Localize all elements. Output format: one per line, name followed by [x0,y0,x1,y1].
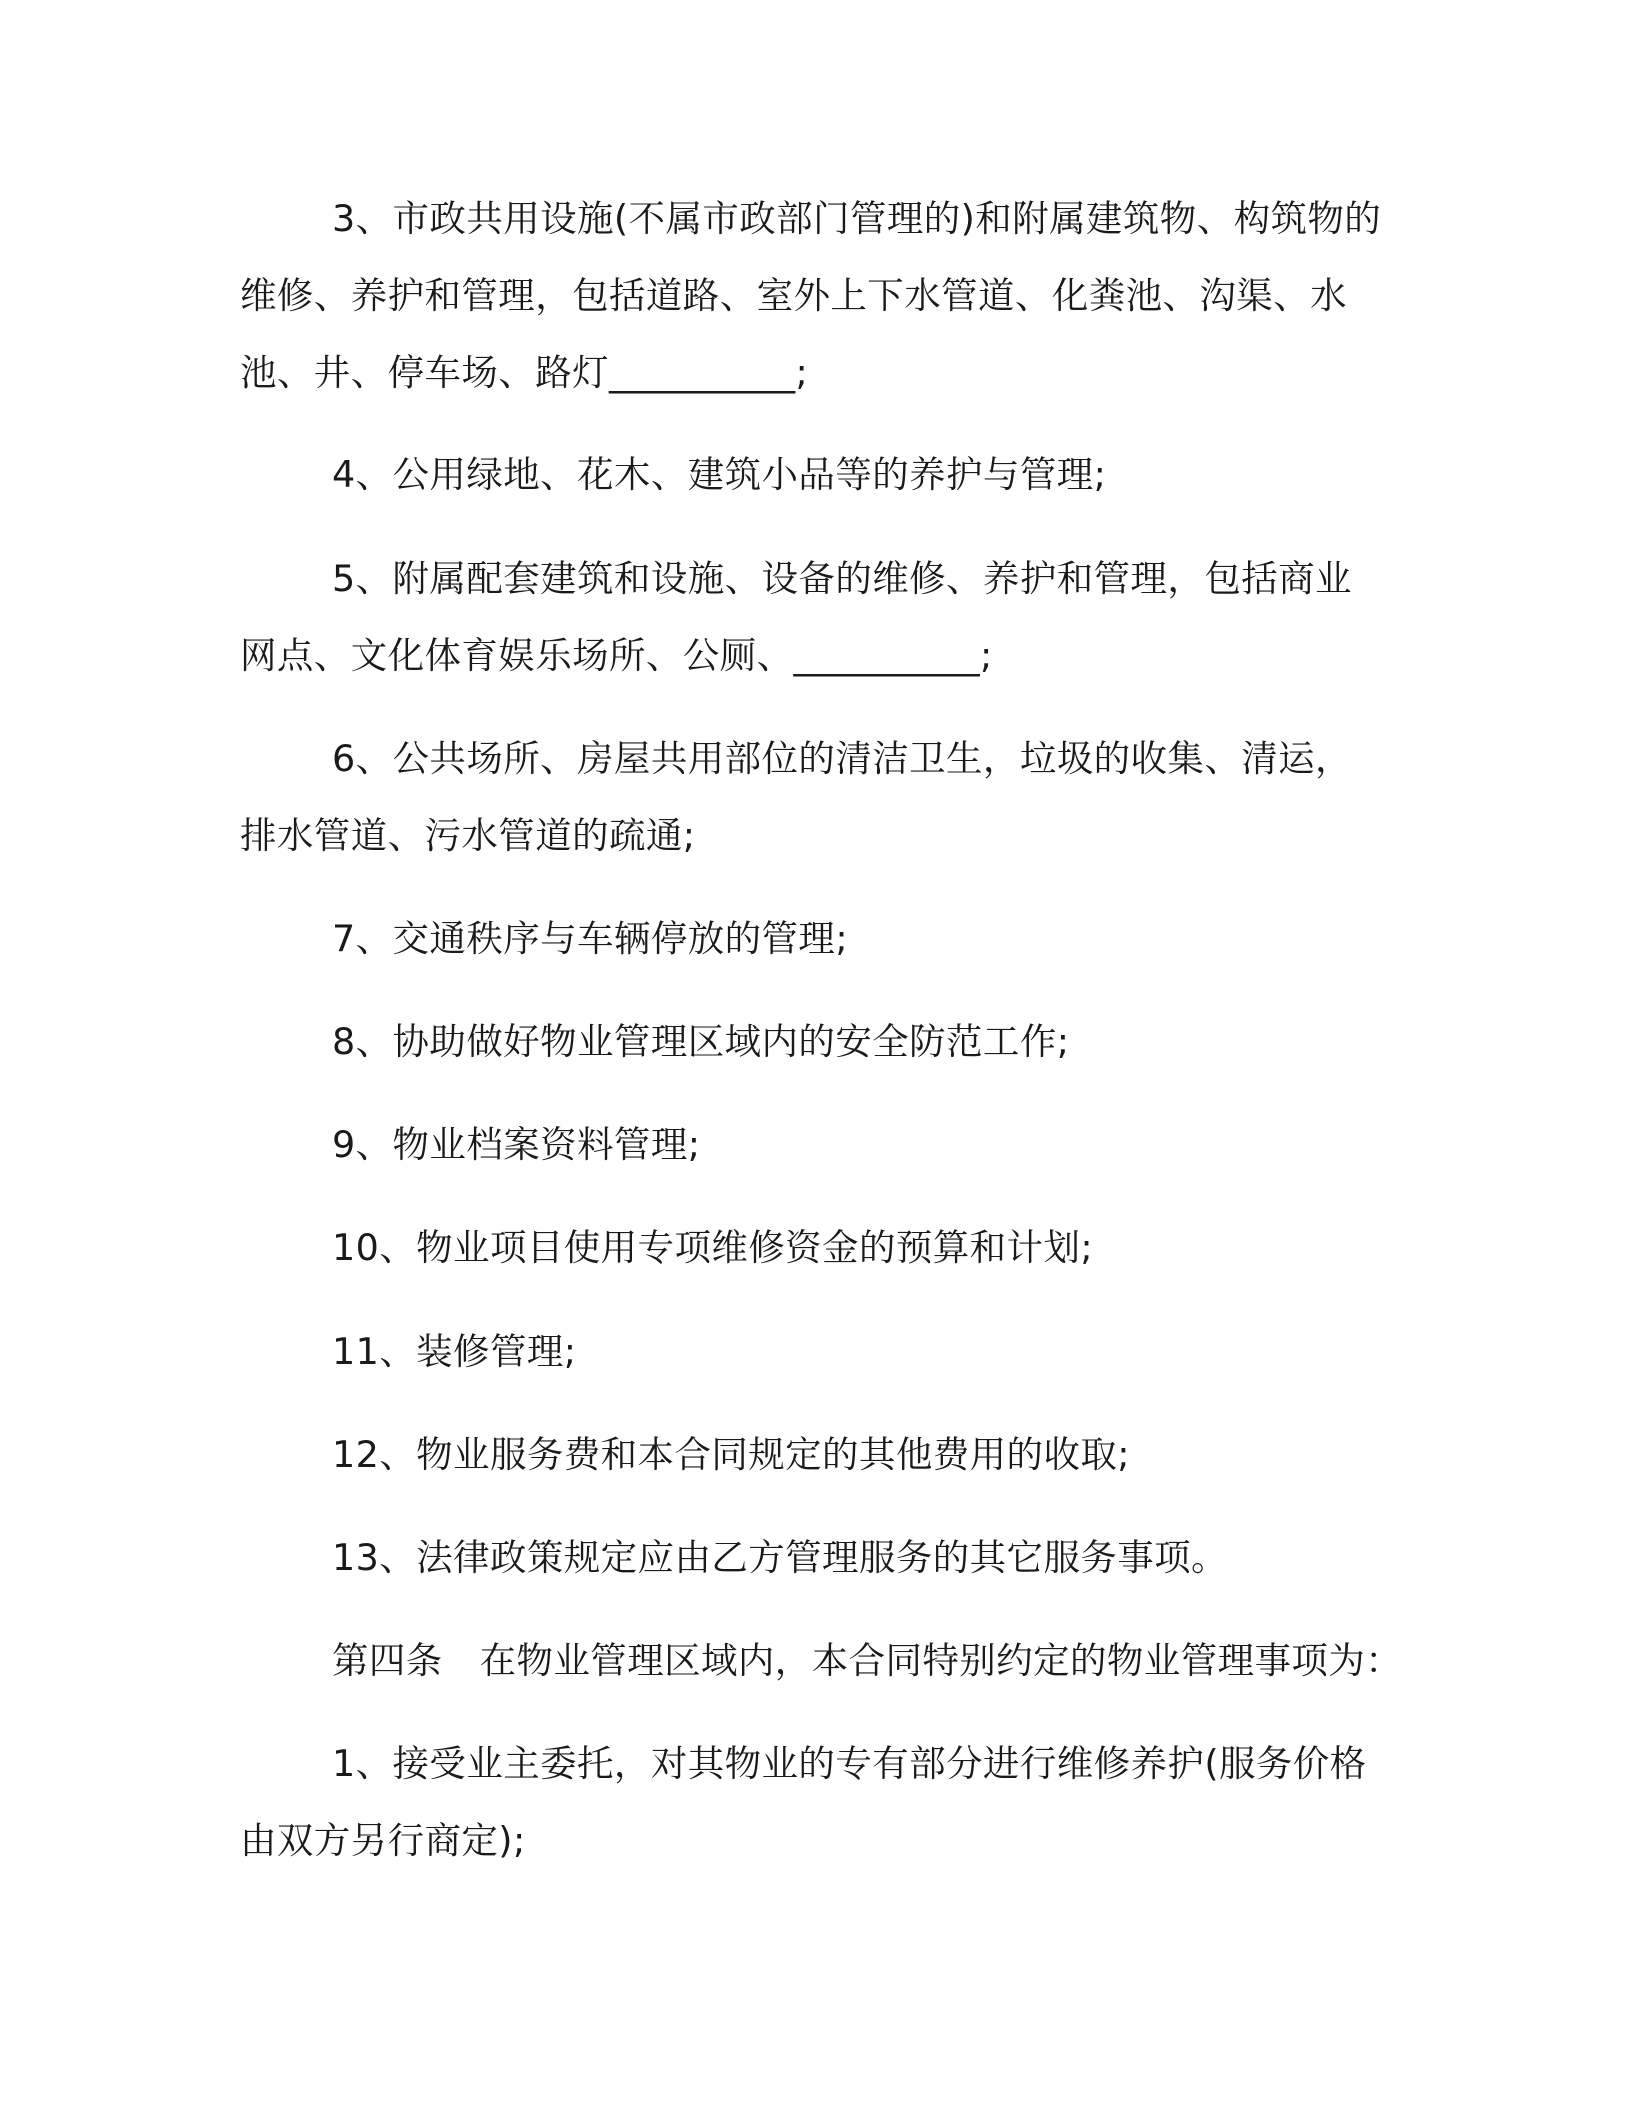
text-line: 4、公用绿地、花木、建筑小品等的养护与管理; [332,453,1107,496]
text-line: 网点、文化体育娱乐场所、公厕、__________; [240,634,993,677]
clause-item-11 [240,1313,1420,1390]
text-line: 池、井、停车场、路灯__________; [240,351,809,394]
clause-item-12 [240,1416,1420,1493]
text-line: 5、附属配套建筑和设施、设备的维修、养护和管理，包括商业 [332,557,1352,600]
article-4-heading [240,1622,1420,1699]
text-line: 由双方另行商定); [240,1819,526,1862]
text-line: 排水管道、污水管道的疏通; [240,814,696,857]
text-line: 9、物业档案资料管理; [332,1123,701,1166]
text-line: 第四条 在物业管理区域内，本合同特别约定的物业管理事项为： [332,1639,1403,1682]
text-line: 12、物业服务费和本合同规定的其他费用的收取; [332,1433,1130,1476]
clause-item-6 [240,720,1420,874]
text-line: 6、公共场所、房屋共用部位的清洁卫生，垃圾的收集、清运， [332,737,1352,780]
text-line: 10、物业项目使用专项维修资金的预算和计划; [332,1226,1094,1269]
clause-item-13 [240,1519,1420,1596]
clause-item-7 [240,900,1420,977]
clause-item-5 [240,540,1420,694]
text-line: 3、市政共用设施(不属市政部门管理的)和附属建筑物、构筑物的 [332,197,1382,240]
text-line: 1、接受业主委托，对其物业的专有部分进行维修养护(服务价格 [332,1742,1367,1785]
clause-item-10 [240,1209,1420,1286]
clause-item-3 [240,180,1420,411]
text-line: 13、法律政策规定应由乙方管理服务的其它服务事项。 [332,1536,1228,1579]
text-line: 维修、养护和管理，包括道路、室外上下水管道、化粪池、沟渠、水 [240,274,1347,317]
article-4-item-1 [240,1725,1420,1879]
clause-item-9 [240,1106,1420,1183]
text-line: 8、协助做好物业管理区域内的安全防范工作; [332,1020,1070,1063]
clause-item-4 [240,436,1420,513]
text-line: 11、装修管理; [332,1330,577,1373]
text-line: 7、交通秩序与车辆停放的管理; [332,917,849,960]
clause-item-8 [240,1003,1420,1080]
